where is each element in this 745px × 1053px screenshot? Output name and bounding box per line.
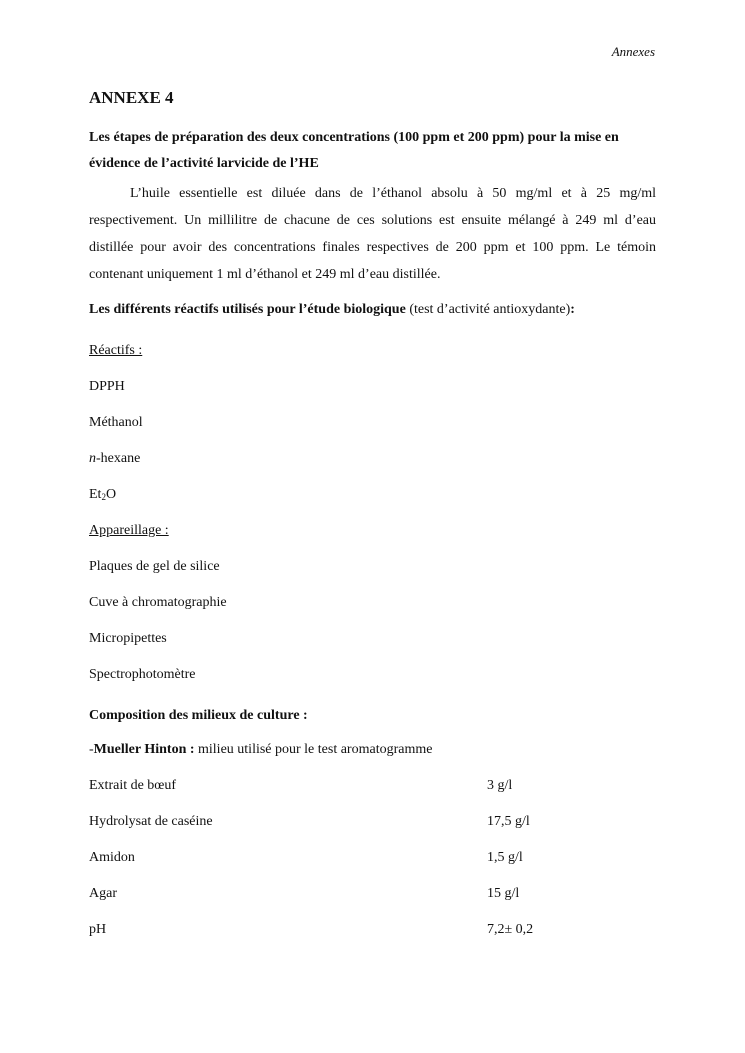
reagent-ether xyxy=(89,487,116,503)
section-subtitle: Les étapes de préparation des deux concentrations (100 ppm et 200 ppm) pour la mise en évidence de l’activité larvicide de l’HE xyxy=(89,130,619,171)
composition-name: Hydrolysat de caséine xyxy=(89,814,213,829)
apparatus-item: Cuve à chromatographie xyxy=(89,595,227,610)
apparatus-item: Spectrophotomètre xyxy=(89,667,196,682)
composition-value: 17,5 g/l xyxy=(487,814,530,829)
running-header: Annexes xyxy=(611,44,655,59)
composition-name: Agar xyxy=(89,886,117,901)
mueller-hinton-line xyxy=(89,742,432,758)
composition-value: 3 g/l xyxy=(487,778,513,793)
reagents-heading-normal: (test d’activité antioxydante) xyxy=(405,302,571,317)
apparatus-item: Plaques de gel de silice xyxy=(89,559,220,574)
composition-value: 1,5 g/l xyxy=(487,850,523,865)
reagents-heading-end: : xyxy=(570,302,575,317)
reagents-heading-bold: Les différents réactifs utilisés pour l’étude biologique xyxy=(89,302,406,317)
apparatus-item: Micropipettes xyxy=(89,631,167,646)
body-paragraph: L’huile essentielle est diluée dans de l’éthanol absolu à 50 mg/ml et à 25 mg/ml respectivement. Un millilitre de chacune de ces solutions est ensuite mélangé à 249 ml d’eau distillée pour avoir des concentrations finales respectives de 200 ppm et 100 ppm. Le témoin contenant uniquement 1 ml d’éthanol et 249 ml d’eau distillée. xyxy=(89,186,656,282)
composition-value: 15 g/l xyxy=(487,886,520,901)
mueller-dash: - xyxy=(89,742,94,757)
reagent-dpph: DPPH xyxy=(89,379,125,394)
mueller-name: Mueller Hinton : xyxy=(93,742,195,757)
apparatus-label: Appareillage : xyxy=(89,523,169,538)
reagent-ether-sub: 2 xyxy=(101,492,106,502)
culture-heading: Composition des milieux de culture : xyxy=(89,708,308,723)
composition-name: pH xyxy=(89,922,107,937)
annex-title: ANNEXE 4 xyxy=(89,88,174,107)
reagents-heading xyxy=(89,302,575,318)
reagents-label: Réactifs : xyxy=(89,343,143,358)
composition-value: 7,2± 0,2 xyxy=(487,922,534,937)
reagent-ether-end: O xyxy=(105,487,117,502)
composition-name: Extrait de bœuf xyxy=(89,778,177,793)
reagent-methanol: Méthanol xyxy=(89,415,143,430)
mueller-description: milieu utilisé pour le test aromatogramme xyxy=(194,742,433,757)
reagent-hexane xyxy=(89,451,140,467)
reagent-hexane-prefix: n xyxy=(89,451,96,466)
reagent-hexane-rest: -hexane xyxy=(96,451,141,466)
reagent-ether-base: Et xyxy=(89,487,102,502)
composition-name: Amidon xyxy=(89,850,135,865)
